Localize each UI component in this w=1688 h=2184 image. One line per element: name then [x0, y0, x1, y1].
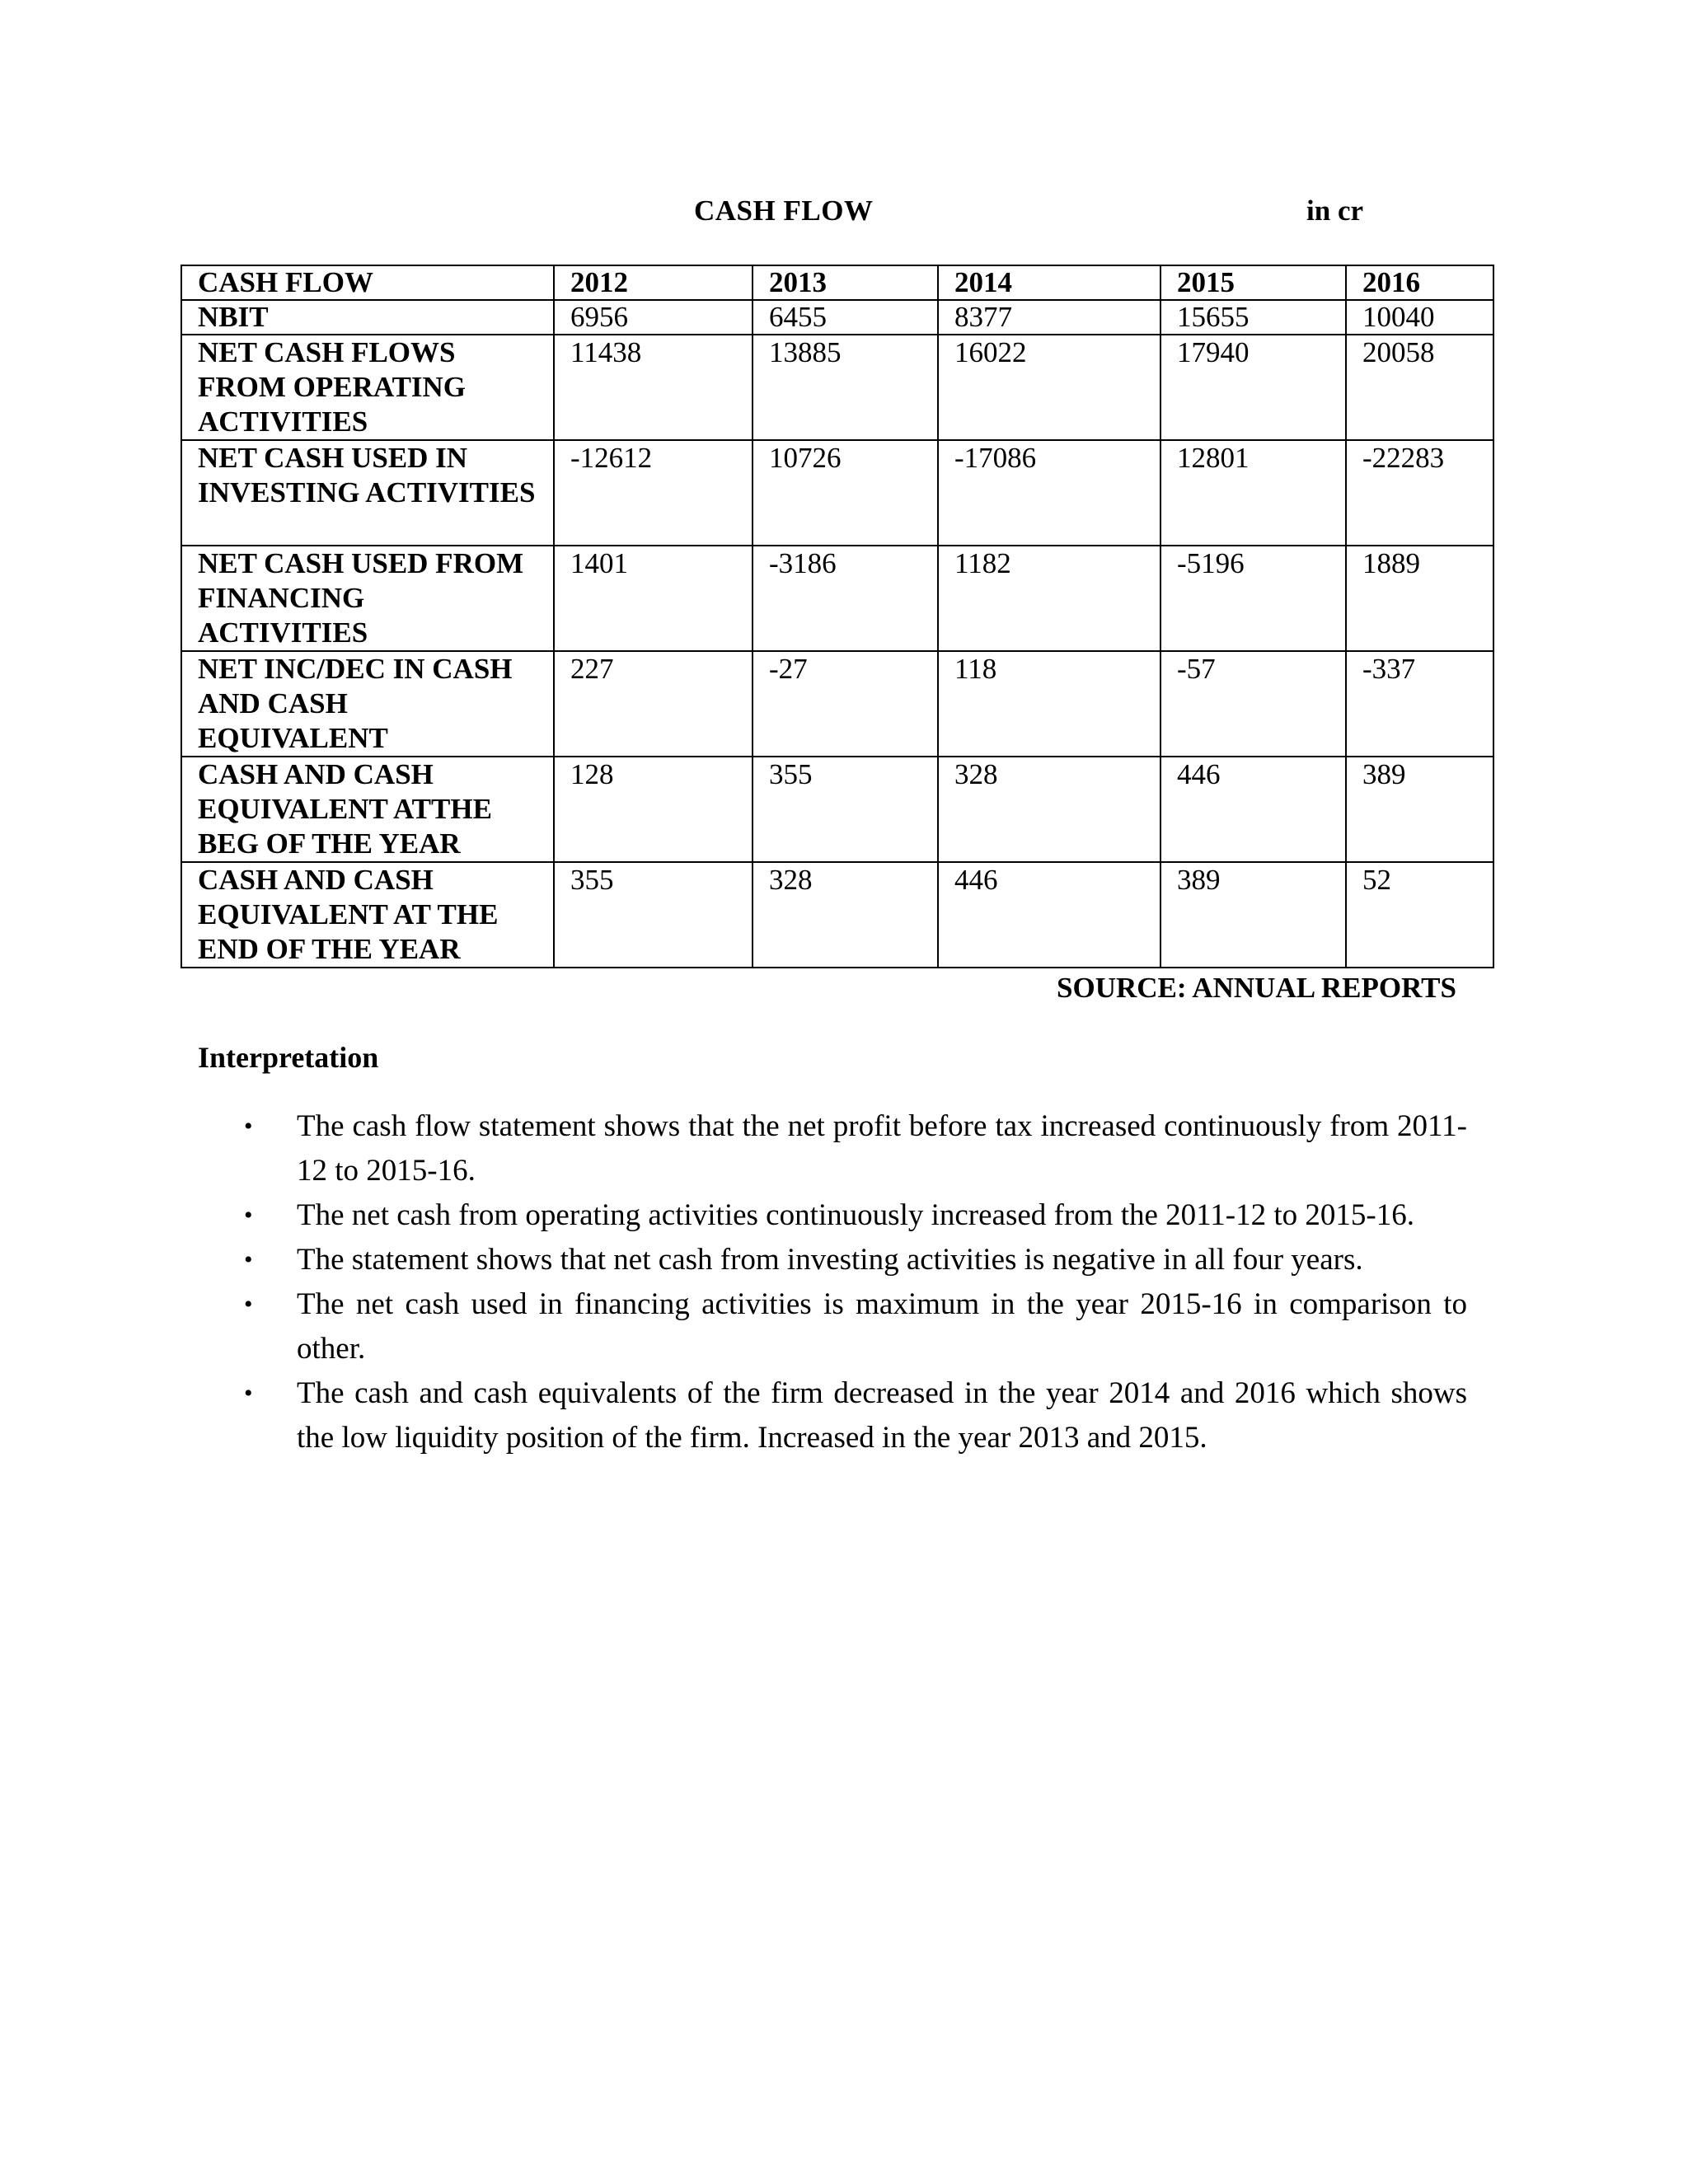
table-cell: 15655 — [1160, 300, 1346, 335]
bullet-icon: • — [244, 1246, 253, 1273]
table-cell: 10040 — [1346, 300, 1493, 335]
table-cell: -3186 — [753, 546, 938, 651]
table-cell: 328 — [753, 862, 938, 968]
table-cell: -337 — [1346, 651, 1493, 757]
bullet-icon: • — [244, 1202, 253, 1229]
row-label: CASH AND CASH EQUIVALENT AT THE END OF THE YEAR — [181, 862, 554, 968]
bullet-icon: • — [244, 1380, 253, 1407]
column-header: 2016 — [1346, 265, 1493, 300]
table-cell: 446 — [1160, 757, 1346, 862]
table-cell: 355 — [753, 757, 938, 862]
table-row — [181, 546, 1493, 651]
table-cell: -5196 — [1160, 546, 1346, 651]
table-cell: 1889 — [1346, 546, 1493, 651]
list-item-text: The net cash used in financing activities is maximum in the year 2015-16 in comparison to other. — [297, 1287, 1467, 1366]
table-cell: 1401 — [554, 546, 753, 651]
bullet-icon: • — [244, 1291, 253, 1318]
column-header: 2013 — [753, 265, 938, 300]
table-cell: 16022 — [938, 335, 1160, 440]
table-cell: 6455 — [753, 300, 938, 335]
table-cell: 11438 — [554, 335, 753, 440]
table-cell: 20058 — [1346, 335, 1493, 440]
table-cell: 389 — [1160, 862, 1346, 968]
page-title: CASH FLOW — [694, 194, 874, 227]
table-row — [181, 862, 1493, 968]
table-cell: 52 — [1346, 862, 1493, 968]
table-cell: -22283 — [1346, 440, 1493, 546]
table-cell: 17940 — [1160, 335, 1346, 440]
bullet-icon: • — [244, 1113, 253, 1140]
list-item-text: The statement shows that net cash from investing activities is negative in all four years. — [297, 1243, 1363, 1277]
list-item — [198, 1282, 1467, 1371]
source-note: SOURCE: ANNUAL REPORTS — [1057, 972, 1456, 1004]
row-label: NET INC/DEC IN CASH AND CASH EQUIVALENT — [181, 651, 554, 757]
table-cell: -17086 — [938, 440, 1160, 546]
list-item-text: The cash and cash equivalents of the firm decreased in the year 2014 and 2016 which shows the low liquidity position of the firm. Increased in the year 2013 and 2015. — [297, 1376, 1467, 1455]
table-cell: -12612 — [554, 440, 753, 546]
unit-label: in cr — [1306, 194, 1364, 227]
row-label: CASH AND CASH EQUIVALENT ATTHE BEG OF THE YEAR — [181, 757, 554, 862]
table-cell: 1182 — [938, 546, 1160, 651]
table-cell: 355 — [554, 862, 753, 968]
table-cell: 227 — [554, 651, 753, 757]
column-header: CASH FLOW — [181, 265, 554, 300]
list-item — [198, 1371, 1467, 1460]
table-cell: 12801 — [1160, 440, 1346, 546]
table-row — [181, 300, 1493, 335]
column-header: 2012 — [554, 265, 753, 300]
table-cell: -27 — [753, 651, 938, 757]
list-item-text: The cash flow statement shows that the net profit before tax increased continuously from 2011-12 to 2015-16. — [297, 1109, 1467, 1188]
row-label: NBIT — [181, 300, 554, 335]
table-header-row — [181, 265, 1493, 300]
table-cell: 6956 — [554, 300, 753, 335]
table-row — [181, 651, 1493, 757]
cash-flow-table — [181, 265, 1494, 968]
table-row — [181, 440, 1493, 546]
table-row — [181, 757, 1493, 862]
list-item — [198, 1193, 1467, 1238]
row-label: NET CASH FLOWS FROM OPERATING ACTIVITIES — [181, 335, 554, 440]
table-cell: 118 — [938, 651, 1160, 757]
table-cell: 446 — [938, 862, 1160, 968]
table-cell: 128 — [554, 757, 753, 862]
table-cell: 13885 — [753, 335, 938, 440]
table-cell: -57 — [1160, 651, 1346, 757]
row-label: NET CASH USED IN INVESTING ACTIVITIES — [181, 440, 554, 546]
table-row — [181, 335, 1493, 440]
table-cell: 328 — [938, 757, 1160, 862]
table-cell: 389 — [1346, 757, 1493, 862]
table-cell: 8377 — [938, 300, 1160, 335]
column-header: 2014 — [938, 265, 1160, 300]
list-item-text: The net cash from operating activities continuously increased from the 2011-12 to 2015-16. — [297, 1198, 1414, 1232]
column-header: 2015 — [1160, 265, 1346, 300]
list-item — [198, 1238, 1467, 1282]
interpretation-list — [198, 1104, 1467, 1460]
list-item — [198, 1104, 1467, 1193]
row-label: NET CASH USED FROM FINANCING ACTIVITIES — [181, 546, 554, 651]
interpretation-heading: Interpretation — [198, 1041, 379, 1074]
table-cell: 10726 — [753, 440, 938, 546]
